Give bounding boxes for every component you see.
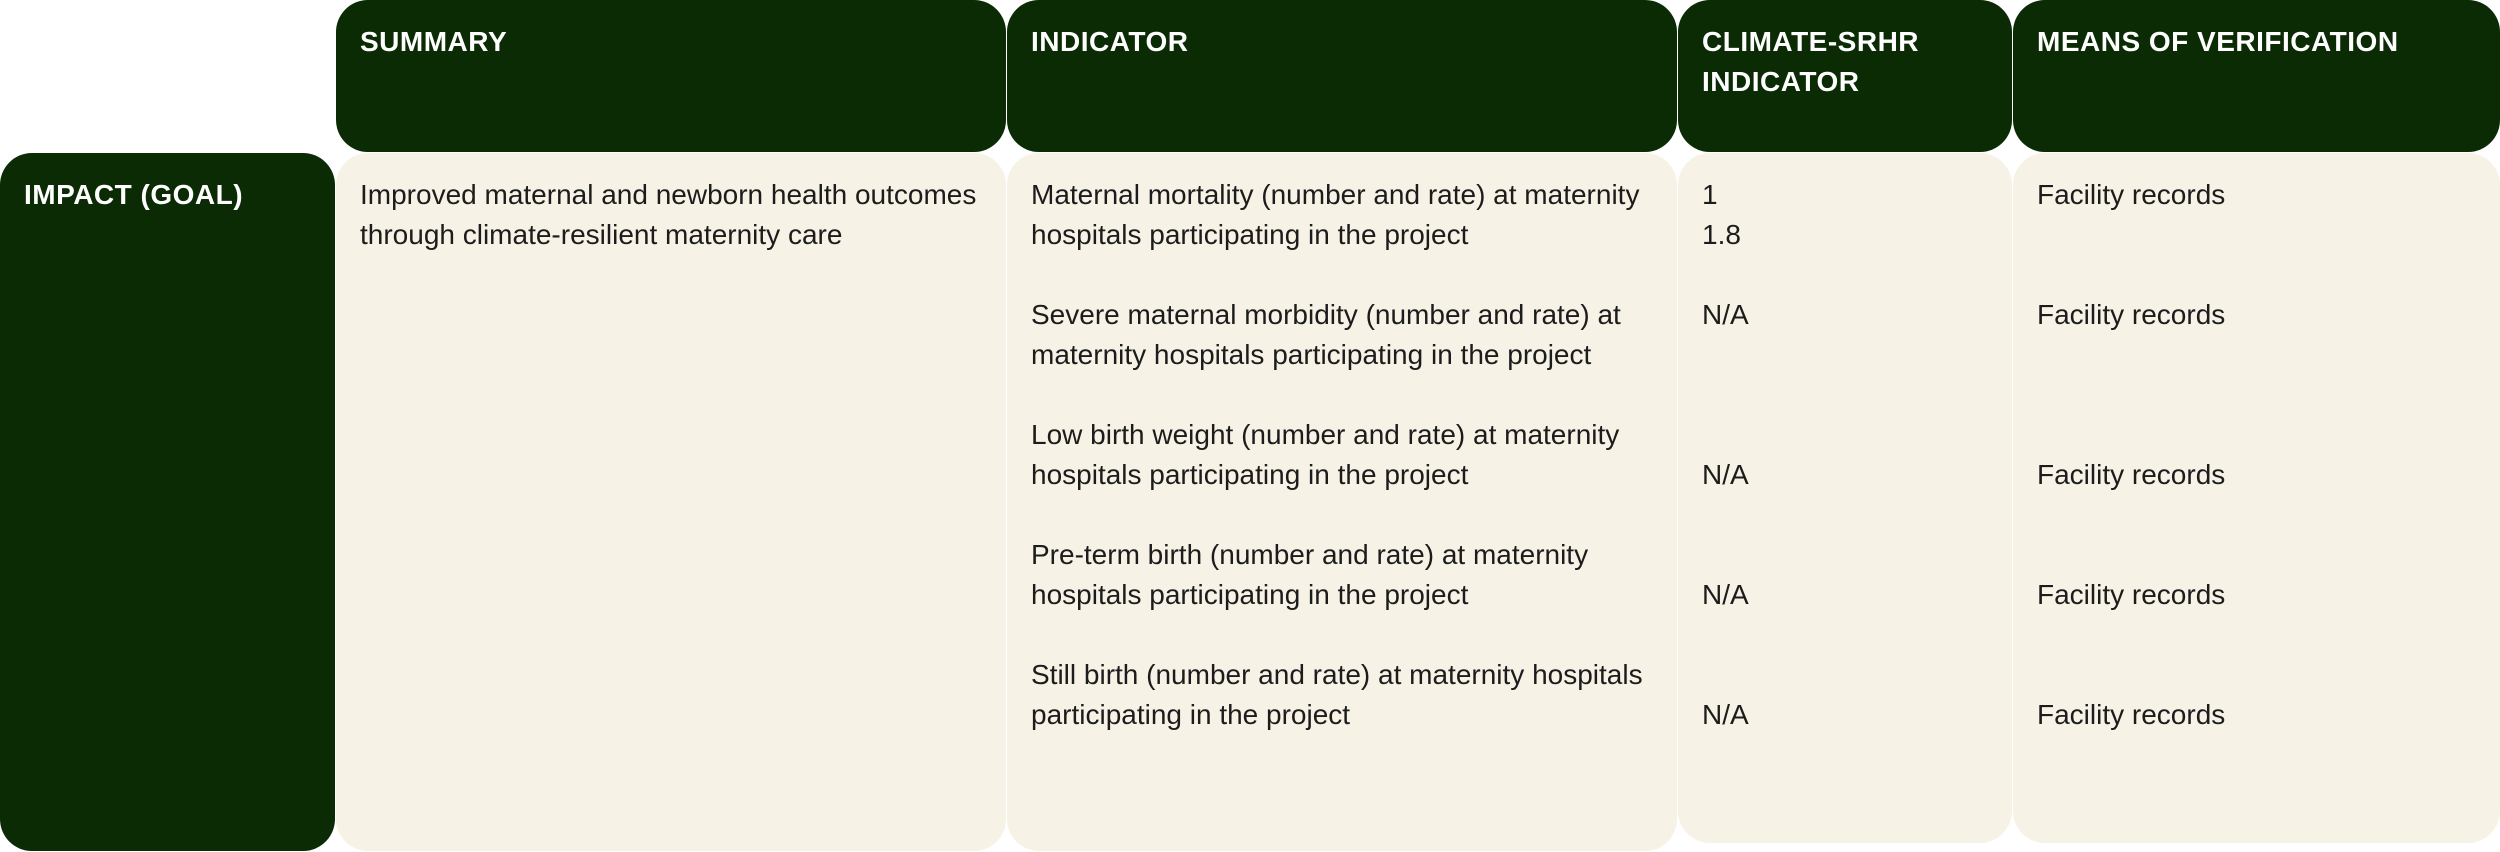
header-means-label: MEANS OF VERIFICATION: [2037, 26, 2399, 57]
header-summary-label: SUMMARY: [360, 26, 508, 57]
climate-value: N/A: [1702, 579, 1749, 610]
indicator-item: Maternal mortality (number and rate) at maternity hospitals participating in the project: [1031, 179, 1640, 250]
climate-value-item: [1702, 295, 1988, 415]
header-climate-srhr-indicator: [1678, 0, 2012, 152]
row-header-impact-goal: [0, 153, 335, 851]
means-item: Facility records: [2037, 579, 2226, 610]
climate-value: N/A: [1702, 459, 1749, 490]
header-climate-line2: INDICATOR: [1702, 66, 1860, 97]
means-item: Facility records: [2037, 459, 2226, 490]
cell-summary: [336, 153, 1006, 851]
climate-value-item: [1702, 575, 1988, 655]
climate-value: 1: [1702, 179, 1718, 210]
header-indicator: [1007, 0, 1677, 152]
indicator-item: Severe maternal morbidity (number and rate) at maternity hospitals participating in the project: [1031, 299, 1621, 370]
means-item: Facility records: [2037, 179, 2226, 210]
means-item: Facility records: [2037, 299, 2226, 330]
cell-climate-srhr-values: [1678, 153, 2012, 843]
means-item: Facility records: [2037, 699, 2226, 730]
climate-value: 1.8: [1702, 219, 1741, 250]
climate-value-item: [1702, 175, 1988, 255]
climate-value-item: [1702, 455, 1988, 535]
header-summary: [336, 0, 1006, 152]
header-means-of-verification: [2013, 0, 2500, 152]
climate-value: N/A: [1702, 699, 1749, 730]
cell-means-of-verification: [2013, 153, 2500, 843]
cell-indicators: [1007, 153, 1677, 851]
indicator-item: Still birth (number and rate) at maternity hospitals participating in the project: [1031, 659, 1643, 730]
header-indicator-label: INDICATOR: [1031, 26, 1189, 57]
climate-value-item: [1702, 695, 1988, 775]
summary-text: Improved maternal and newborn health outcomes through climate-resilient maternity care: [360, 179, 977, 250]
row-header-label: IMPACT (GOAL): [24, 179, 244, 210]
indicator-item: Pre-term birth (number and rate) at maternity hospitals participating in the project: [1031, 539, 1589, 610]
indicator-item: Low birth weight (number and rate) at maternity hospitals participating in the project: [1031, 419, 1620, 490]
climate-value: N/A: [1702, 299, 1749, 330]
header-climate-line1: CLIMATE-SRHR: [1702, 26, 1920, 57]
